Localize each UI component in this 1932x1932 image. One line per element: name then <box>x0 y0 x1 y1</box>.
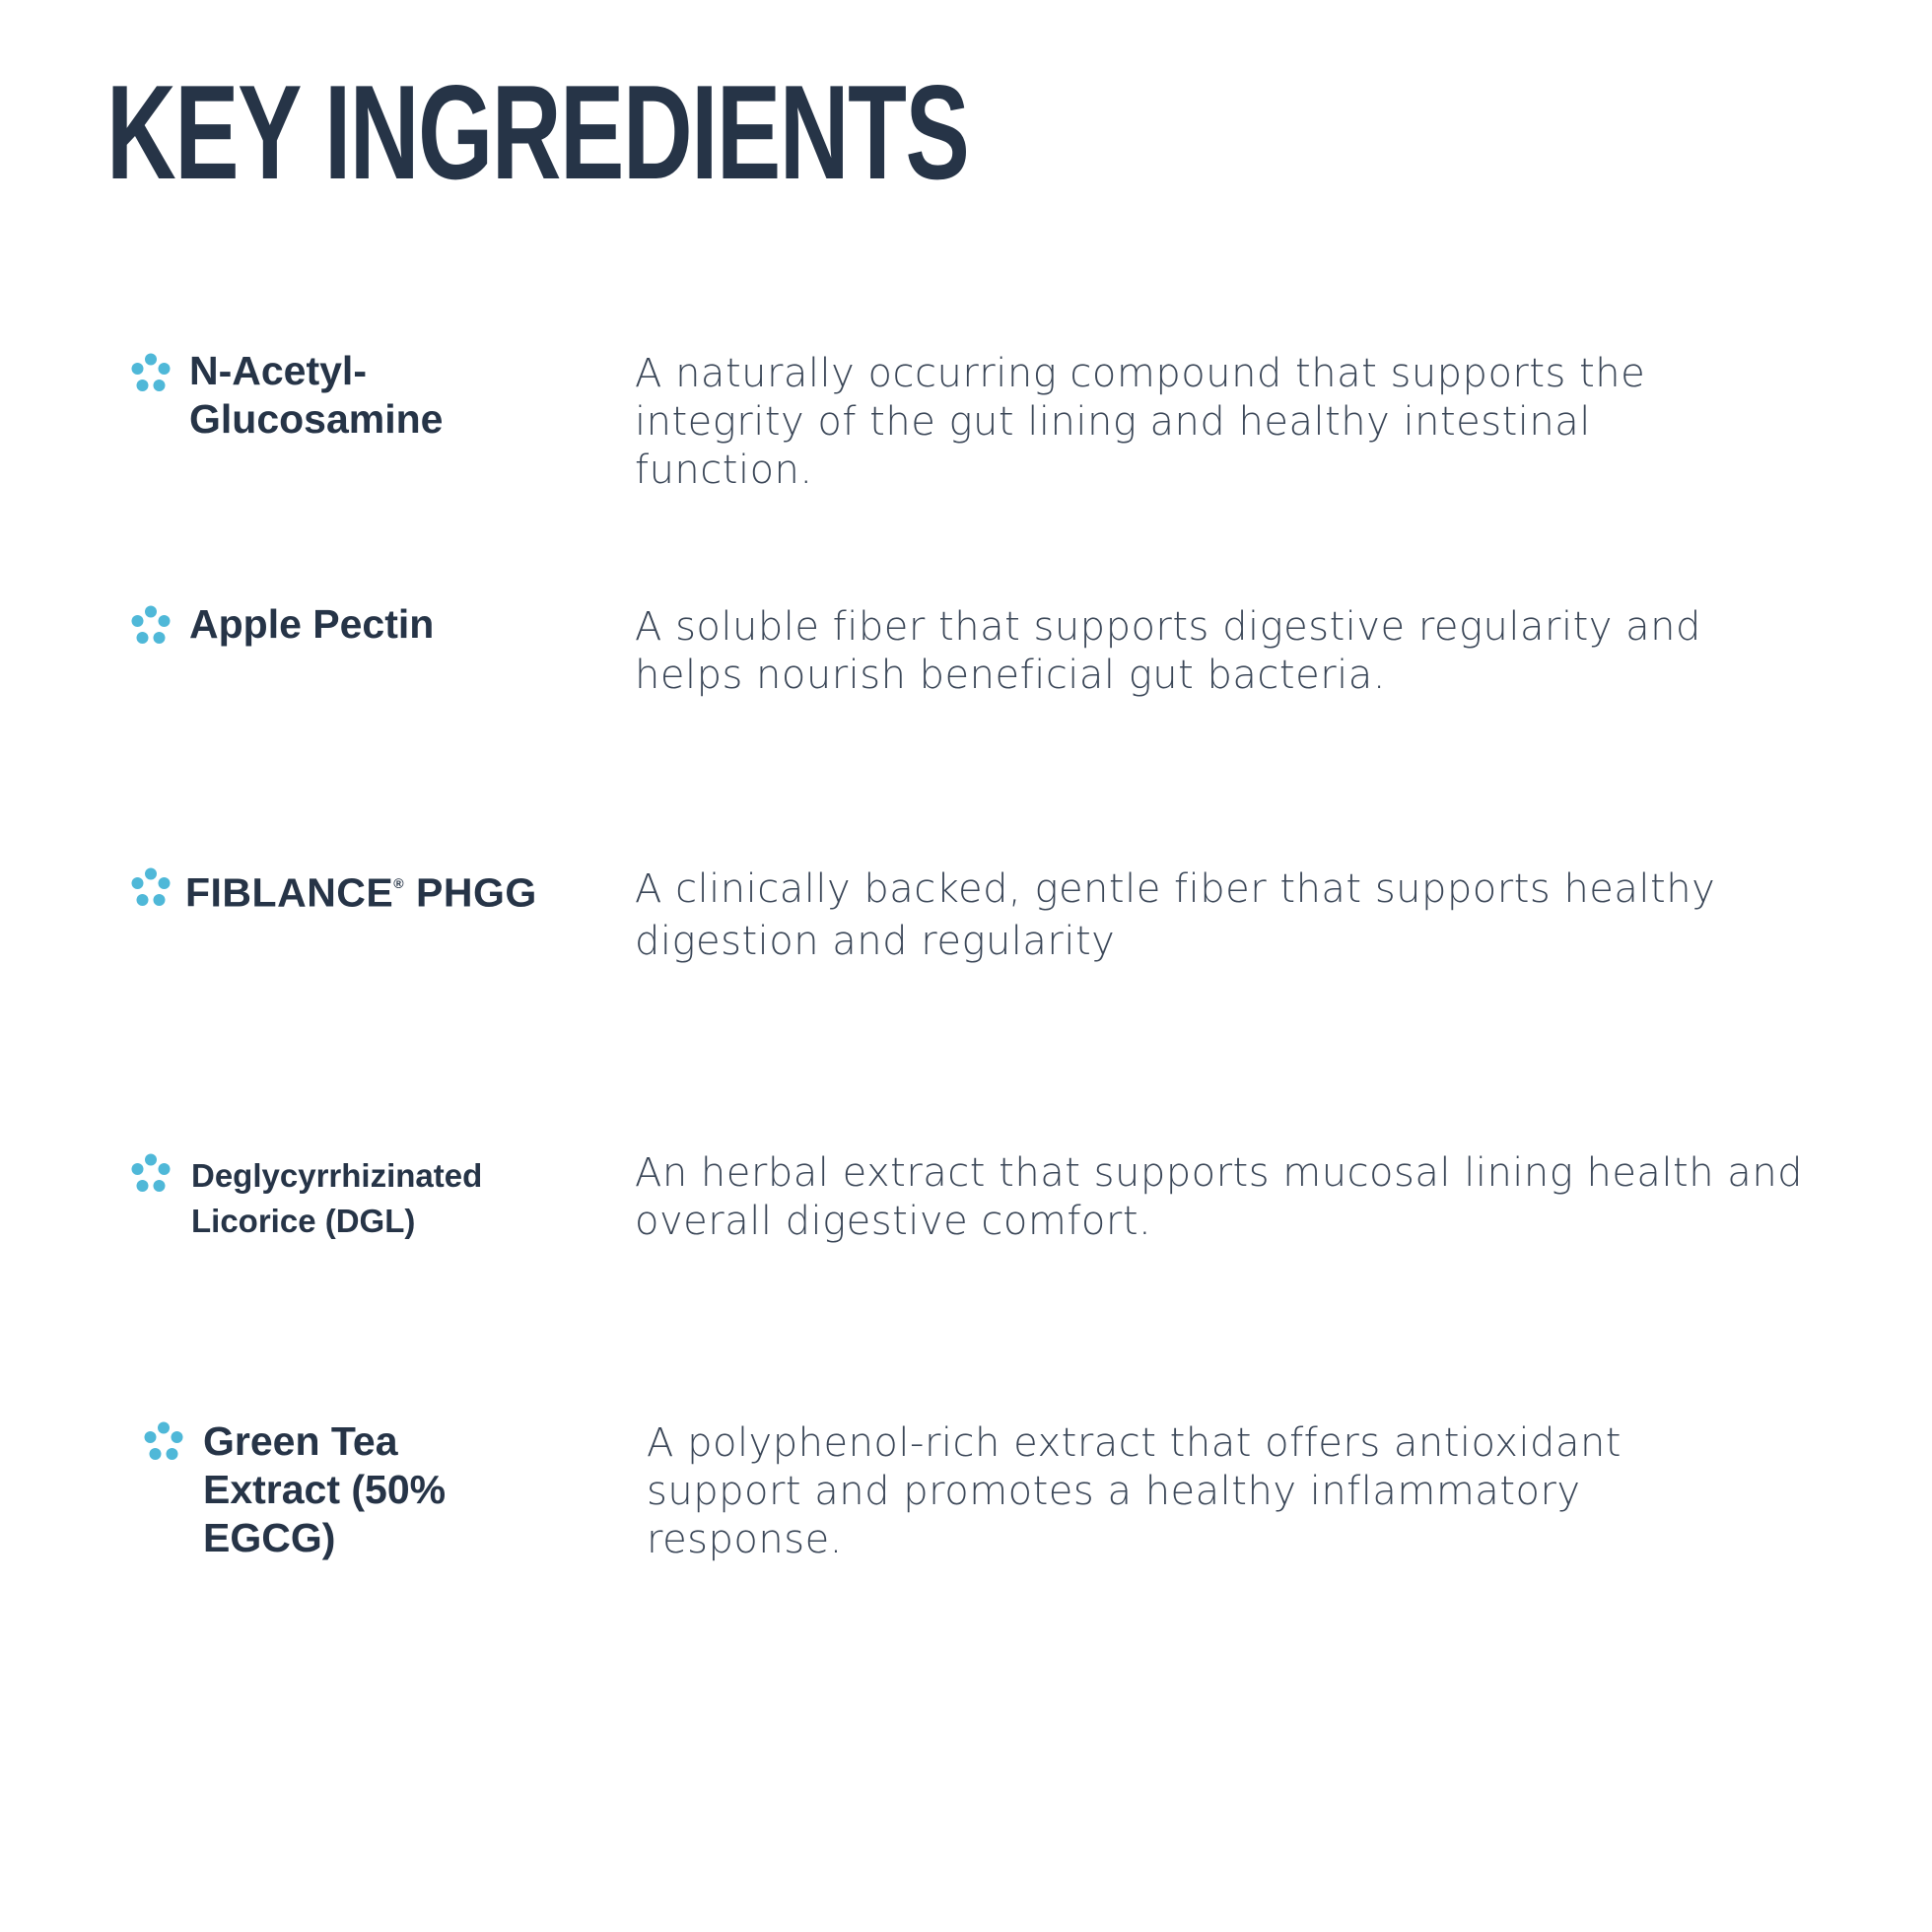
flower-icon <box>130 605 172 647</box>
ingredient-name-suffix: PHGG <box>404 869 537 916</box>
flower-icon <box>130 353 172 394</box>
ingredient-name-line: Apple Pectin <box>189 601 435 647</box>
ingredient-name-line: Deglycyrrhizinated <box>191 1157 483 1194</box>
ingredient-name <box>203 1417 446 1562</box>
ingredient-description: A naturally occurring compound that supports the integrity of the gut lining and healthy intestinal function. <box>635 351 1646 493</box>
ingredient-description: A soluble fiber that supports digestive regularity and helps nourish beneficial gut bacteria. <box>635 604 1701 698</box>
ingredient-name-line: Green Tea <box>203 1418 398 1464</box>
ingredient-description: An herbal extract that supports mucosal lining health and overall digestive comfort. <box>635 1150 1804 1244</box>
flower-icon <box>143 1421 184 1463</box>
flower-icon <box>130 1153 172 1195</box>
ingredient-name <box>189 347 443 444</box>
ingredient-name-line: Licorice (DGL) <box>191 1203 416 1239</box>
ingredient-name <box>185 863 537 918</box>
ingredient-name-line: N-Acetyl- <box>189 348 367 393</box>
page-title: KEY INGREDIENTS <box>106 57 969 207</box>
ingredient-description: A polyphenol-rich extract that offers antioxidant support and promotes a healthy inflammatory response. <box>647 1420 1622 1562</box>
ingredient-name-line: Extract (50% <box>203 1467 447 1512</box>
ingredient-name-line: EGCG) <box>203 1515 336 1560</box>
ingredient-name-line: Glucosamine <box>189 396 444 442</box>
flower-icon <box>130 867 172 909</box>
ingredient-description: A clinically backed, gentle fiber that supports healthy digestion and regularity <box>635 866 1716 964</box>
ingredient-name-line: FIBLANCE <box>185 869 394 916</box>
registered-mark: ® <box>393 875 405 891</box>
ingredient-name <box>189 600 434 649</box>
ingredient-name <box>191 1153 482 1244</box>
